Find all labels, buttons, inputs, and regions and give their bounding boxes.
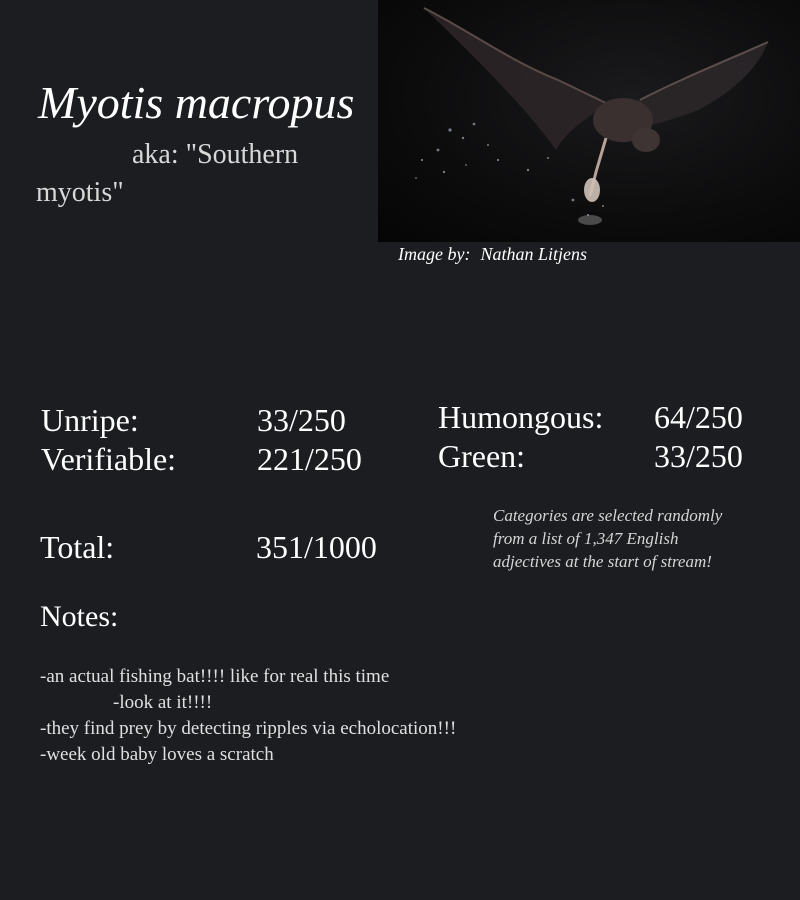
stat-label-humongous: Humongous: bbox=[438, 399, 604, 435]
note-item: -they find prey by detecting ripples via echolocation!!! bbox=[40, 718, 457, 739]
stat-value-humongous: 64/250 bbox=[654, 399, 743, 435]
fishing-bat-photo-icon bbox=[378, 0, 800, 242]
photo-credit bbox=[398, 244, 587, 265]
bat-photo bbox=[378, 0, 800, 242]
credit-name: Nathan Litjens bbox=[480, 244, 587, 264]
stat-value-verifiable: 221/250 bbox=[257, 441, 362, 477]
stat-label-verifiable: Verifiable: bbox=[41, 441, 177, 477]
credit-label: Image by: bbox=[398, 244, 471, 264]
notes-list bbox=[40, 664, 456, 768]
notes-heading: Notes: bbox=[40, 600, 119, 633]
note-item: -look at it!!!! bbox=[113, 692, 213, 713]
total-value: 351/1000 bbox=[256, 529, 377, 565]
note-item: -week old baby loves a scratch bbox=[40, 744, 274, 765]
stat-value-green: 33/250 bbox=[654, 438, 743, 474]
stat-label-green: Green: bbox=[438, 438, 526, 474]
note-item: -an actual fishing bat!!!! like for real this time bbox=[40, 666, 390, 687]
common-name: aka: "Southern myotis" bbox=[36, 139, 299, 208]
stat-label-unripe: Unripe: bbox=[41, 402, 139, 438]
total-label: Total: bbox=[40, 529, 115, 565]
stat-value-unripe: 33/250 bbox=[257, 402, 346, 438]
categories-note: Categories are selected randomly from a list of 1,347 English adjectives at the start of stream! bbox=[493, 506, 723, 571]
species-title: Myotis macropus bbox=[38, 77, 355, 128]
